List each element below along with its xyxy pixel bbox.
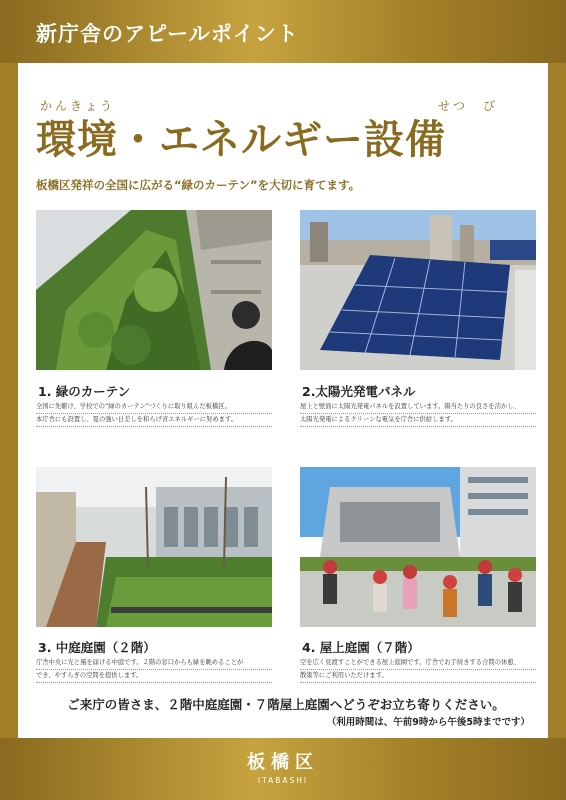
section-3-line-1: 庁舎中央に光と風を届ける中庭です。２階の窓口からも緑を眺めることが bbox=[36, 657, 272, 670]
itabashi-logo bbox=[235, 748, 331, 796]
section-3-line-2: でき、やすらぎの空間を提供します。 bbox=[36, 670, 272, 683]
ruby-kankyou: かんきょう bbox=[40, 99, 116, 113]
page-title: 環境・エネルギー設備 bbox=[36, 116, 446, 163]
page-subtitle: 板橋区発祥の全国に広がる“緑のカーテン”を大切に育てます。 bbox=[36, 178, 361, 192]
section-3-description bbox=[36, 657, 272, 683]
footer-message: ご来庁の皆さま、２階中庭庭園・７階屋上庭園へどうぞお立ち寄りください。 bbox=[67, 697, 505, 712]
section-4-title: 4. 屋上庭園（７階） bbox=[302, 640, 420, 655]
photo-rooftop-garden bbox=[300, 467, 536, 627]
section-2-description bbox=[300, 401, 536, 427]
section-2-line-1: 屋上と壁面に太陽光発電パネルを設置しています。陽当たりの良さを活かし、 bbox=[300, 401, 536, 414]
section-1-title: 1. 緑のカーテン bbox=[38, 384, 131, 399]
header-title: 新庁舎のアピールポイント bbox=[36, 22, 299, 46]
logo-kanji: 板橋区 bbox=[247, 752, 319, 773]
section-2-title: 2.太陽光発電パネル bbox=[302, 384, 416, 399]
photo-green-curtain bbox=[36, 210, 272, 370]
section-4-description bbox=[300, 657, 536, 683]
section-4-line-2: 散策等にご利用いただけます。 bbox=[300, 670, 536, 683]
section-1-line-2: 本庁舎にも設置し、夏の強い日差しを和らげ省エネルギーに努めます。 bbox=[36, 414, 272, 427]
photo-solar-panels bbox=[300, 210, 536, 370]
section-3-title: 3. 中庭庭園（２階） bbox=[38, 640, 156, 655]
section-1-line-1: 全国に先駆け、学校での“緑のカーテン”づくりに取り組んだ板橋区。 bbox=[36, 401, 272, 414]
photo-courtyard-garden bbox=[36, 467, 272, 627]
section-1-description bbox=[36, 401, 272, 427]
logo-roman: ITABASHI bbox=[257, 776, 309, 785]
footer-note: （利用時間は、午前9時から午後5時までです） bbox=[326, 717, 530, 728]
section-4-line-1: 空を広く見渡すことができる屋上庭園です。庁舎でお手続きする合間の休憩、 bbox=[300, 657, 536, 670]
section-2-line-2: 太陽光発電によるクリーンな電気を庁舎に供給します。 bbox=[300, 414, 536, 427]
ruby-setsubi: せつ び bbox=[438, 99, 499, 113]
